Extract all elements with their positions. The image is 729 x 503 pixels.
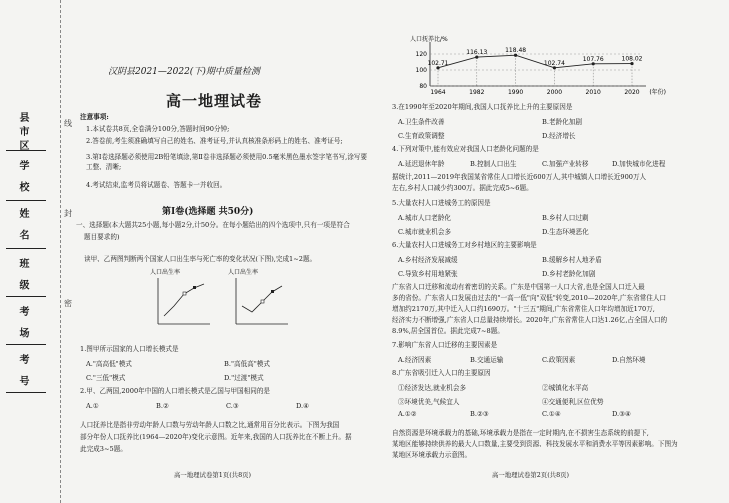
q5-stem: 5.大量农村人口进城务工的原因是 xyxy=(392,199,491,207)
chart-xtick-label: 1990 xyxy=(507,89,524,96)
chart-b-line xyxy=(242,286,282,312)
part1-title: 第Ⅰ卷(选择题 共50分) xyxy=(162,207,254,217)
q7-opt-b[interactable]: B.交通运输 xyxy=(470,356,504,364)
q7-opt-d[interactable]: D.自然环境 xyxy=(612,356,646,364)
q3-stem: 3.在1990年至2020年期间,我国人口抚养比上升的主要原因是 xyxy=(392,103,573,111)
dependency-ratio-chart xyxy=(408,34,668,100)
field-county-line[interactable] xyxy=(6,150,46,151)
chart-a-line xyxy=(164,284,204,316)
q4-opt-a[interactable]: A.延迟退休年龄 xyxy=(398,160,445,168)
page-footer-left: 高一地理试卷第1页(共8页) xyxy=(174,471,252,479)
q7-stem: 7.影响广东省人口迁移的主要因素是 xyxy=(392,341,498,349)
binding-strip xyxy=(0,0,61,503)
fig-intro: 读甲、乙两图判断两个国家人口出生率与死亡率的变化状况(下图),完成1~2题。 xyxy=(84,255,317,263)
fold-mark-line: 线 xyxy=(64,119,72,128)
q3-opt-b[interactable]: B.老龄化加剧 xyxy=(542,118,582,126)
passage-3-line-1: 广东省人口迁移和流动有着密切的关系。广东是中国第一人口大省,也是全国人口迁入最 xyxy=(392,283,645,291)
birth-death-charts xyxy=(148,266,298,334)
q5-opt-b[interactable]: B.乡村人口过剩 xyxy=(542,214,589,222)
q2-opt-b[interactable]: B.② xyxy=(156,402,169,410)
chart-a-point-2 xyxy=(183,292,186,295)
field-class-line[interactable] xyxy=(6,296,46,297)
page-footer-right: 高一地理试卷第2页(共8页) xyxy=(492,471,570,479)
chart-ylabel: 人口抚养比/% xyxy=(410,36,448,43)
passage-4-line-3: 某地区环境承载力示意图。 xyxy=(392,451,472,459)
right-page xyxy=(388,0,688,503)
q4-opt-d[interactable]: D.加快城市化进程 xyxy=(612,160,666,168)
field-number-line[interactable] xyxy=(6,392,46,393)
q1-opt-d[interactable]: D."过渡"模式 xyxy=(224,374,264,382)
passage-3-line-4: 经济实力不断增强,广东省人口总量持续增长。2020年,广东省常住人口达1.26亿,占全国人口的 xyxy=(392,316,668,324)
field-name: 姓 名 xyxy=(17,208,28,244)
passage-4-line-2: 某地区能够持续供养的最大人口数量,主要受到资源、科技发展水平和消费水平等因素影响。下图为 xyxy=(392,440,678,448)
q8-stem: 8.广东省吸引迁入人口的主要原因 xyxy=(392,369,491,377)
passage-2-line-2: 左右,乡村人口减少约300万。据此完成5~6题。 xyxy=(392,184,533,192)
q4-opt-b[interactable]: B.控制人口出生 xyxy=(470,160,517,168)
chart-data-label: 107.76 xyxy=(582,55,604,63)
q1-opt-b[interactable]: B."高低高"模式 xyxy=(224,360,270,368)
chart-ytick-label: 120 xyxy=(415,51,427,58)
q3-opt-a[interactable]: A.卫生条件改善 xyxy=(398,118,445,126)
q5-opt-a[interactable]: A.城市人口老龄化 xyxy=(398,214,452,222)
q3-opt-d[interactable]: D.经济增长 xyxy=(542,132,576,140)
exam-title: 高一地理试卷 xyxy=(166,92,263,110)
chart-xtick-label: 1964 xyxy=(430,89,446,96)
note-2: 2.答卷前,考生须准确填写自己的姓名、准考证号,并认真核准条形码上的姓名、准考证号; xyxy=(86,137,343,145)
field-school: 学 校 xyxy=(17,160,28,196)
passage-1-line-3: 此完成3~5题。 xyxy=(80,445,127,453)
passage-1-line-1: 人口抚养比是指非劳动年龄人口数与劳动年龄人口数之比,通常用百分比表示。下图为我国 xyxy=(80,421,340,429)
q6-opt-d[interactable]: D.乡村老龄化加剧 xyxy=(542,270,596,278)
chart-a-point-3 xyxy=(193,286,196,289)
field-class: 班 级 xyxy=(17,258,28,294)
chart-xlabel: (年份) xyxy=(649,89,666,96)
chart-data-label: 108.02 xyxy=(621,55,643,63)
chart-xtick-label: 2010 xyxy=(585,89,601,96)
passage-4-line-1: 自然资源是环境承载力的基础,环境承载力是指在一定时期内,在不损害生态系统的前提下, xyxy=(392,429,649,437)
q2-opt-a[interactable]: A.① xyxy=(86,402,99,410)
q8-opt-a[interactable]: A.①② xyxy=(398,410,417,418)
q8-opt-d[interactable]: D.③④ xyxy=(612,410,631,418)
left-page xyxy=(74,0,370,503)
chart-data-label: 118.48 xyxy=(505,47,527,55)
part1-intro-1: 一、选择题(本大题共25小题,每小题2分,计50分。在每小题给出的四个选项中,只有一项是符合 xyxy=(76,221,350,229)
q8-item-2: ②城镇化水平高 xyxy=(542,384,589,392)
chart-b-title: 人口出生率 xyxy=(228,269,259,276)
q8-opt-b[interactable]: B.②③ xyxy=(470,410,489,418)
q1-opt-a[interactable]: A."高高低"模式 xyxy=(86,360,132,368)
q6-opt-b[interactable]: B.缓解乡村人地矛盾 xyxy=(542,256,602,264)
q1-stem: 1.图甲所示国家的人口增长模式是 xyxy=(80,345,179,353)
passage-3-line-5: 8.9%,居全国首位。据此完成7~8题。 xyxy=(392,327,504,335)
chart-data-label: 102.71 xyxy=(427,59,449,67)
note-4: 4.考试结束,监考员将试题卷、答题卡一并收回。 xyxy=(86,181,227,189)
q7-opt-a[interactable]: A.经济因素 xyxy=(398,356,432,364)
q2-opt-d[interactable]: D.④ xyxy=(296,402,310,410)
field-name-line[interactable] xyxy=(6,248,46,249)
chart-xtick-label: 1982 xyxy=(469,89,485,96)
q6-opt-a[interactable]: A.乡村经济发展减缓 xyxy=(398,256,458,264)
q2-opt-c[interactable]: C.③ xyxy=(226,402,239,410)
field-room: 考 场 xyxy=(17,306,28,342)
chart-ytick-label: 80 xyxy=(419,83,427,90)
field-county: 县市区 xyxy=(17,112,28,154)
field-room-line[interactable] xyxy=(6,344,46,345)
chart-data-label: 102.74 xyxy=(543,59,565,67)
chart-data-label: 116.13 xyxy=(466,49,488,57)
q3-opt-c[interactable]: C.生育政策调整 xyxy=(398,132,445,140)
passage-2-line-1: 据统计,2011—2019年我国某省常住人口增长近600万人,其中城镇人口增长近900万人 xyxy=(392,173,647,181)
fold-mark-close: 密 xyxy=(64,299,72,308)
q8-opt-c[interactable]: C.①④ xyxy=(542,410,561,418)
passage-1-line-2: 部分年份人口抚养比(1964—2020年)变化示意图。近年来,我国的人口抚养比在不断上升。据 xyxy=(80,433,352,441)
exam-header: 汉阴县2021—2022(下)期中质量检测 xyxy=(108,67,260,77)
q6-stem: 6.大量农村人口进城务工对乡村地区的主要影响是 xyxy=(392,241,537,249)
q8-item-4: ④交通便利,区位优势 xyxy=(542,398,604,406)
field-school-line[interactable] xyxy=(6,200,46,201)
part1-intro-2: 题目要求的) xyxy=(84,233,120,241)
note-1: 1.本试卷共8页,全卷满分100分,答题时间90分钟; xyxy=(86,125,230,133)
q2-stem: 2.甲、乙两国,2000年中国的人口增长模式是乙国与甲国相同的是 xyxy=(80,387,271,395)
q5-opt-d[interactable]: D.生态环境恶化 xyxy=(542,228,589,236)
q6-opt-c[interactable]: C.导致乡村用地紧张 xyxy=(398,270,458,278)
field-number: 考 号 xyxy=(17,354,28,390)
q8-item-3: ③环境优美,气候宜人 xyxy=(398,398,460,406)
passage-3-line-2: 多的省份。广东省人口发展由过去的"一高一低"向"双低"转变,2010—2020年,广东省常住人口 xyxy=(392,294,667,302)
q8-item-1: ①经济发达,就业机会多 xyxy=(398,384,467,392)
fold-mark-seal: 封 xyxy=(64,209,72,218)
q7-opt-c[interactable]: C.政策因素 xyxy=(542,356,576,364)
chart-xtick-label: 2020 xyxy=(624,89,640,96)
chart-b-point-3 xyxy=(271,290,274,293)
note-3: 3.第Ⅰ卷选择题必须使用2B铅笔填涂,第Ⅱ卷非选择题必须使用0.5毫米黑色墨水签字笔书写,涂写要工整、清晰; xyxy=(86,153,368,171)
chart-ytick-label: 100 xyxy=(415,67,427,74)
notes-heading: 注意事项: xyxy=(80,113,109,121)
chart-a-title: 人口出生率 xyxy=(150,269,181,276)
passage-3-line-3: 增加约2170万,其中迁入人口约1690万。"十三五"期间,广东省常住人口年均增加近170万, xyxy=(392,305,655,313)
q5-opt-c[interactable]: C.城市就业机会多 xyxy=(398,228,452,236)
chart-xtick-label: 2000 xyxy=(546,89,563,96)
q1-opt-c[interactable]: C."三低"模式 xyxy=(86,374,126,382)
q4-opt-c[interactable]: C.加强产业转移 xyxy=(542,160,589,168)
q4-stem: 4.下列对策中,能有效应对我国人口老龄化问题的是 xyxy=(392,145,539,153)
chart-b-point-2 xyxy=(261,300,264,303)
